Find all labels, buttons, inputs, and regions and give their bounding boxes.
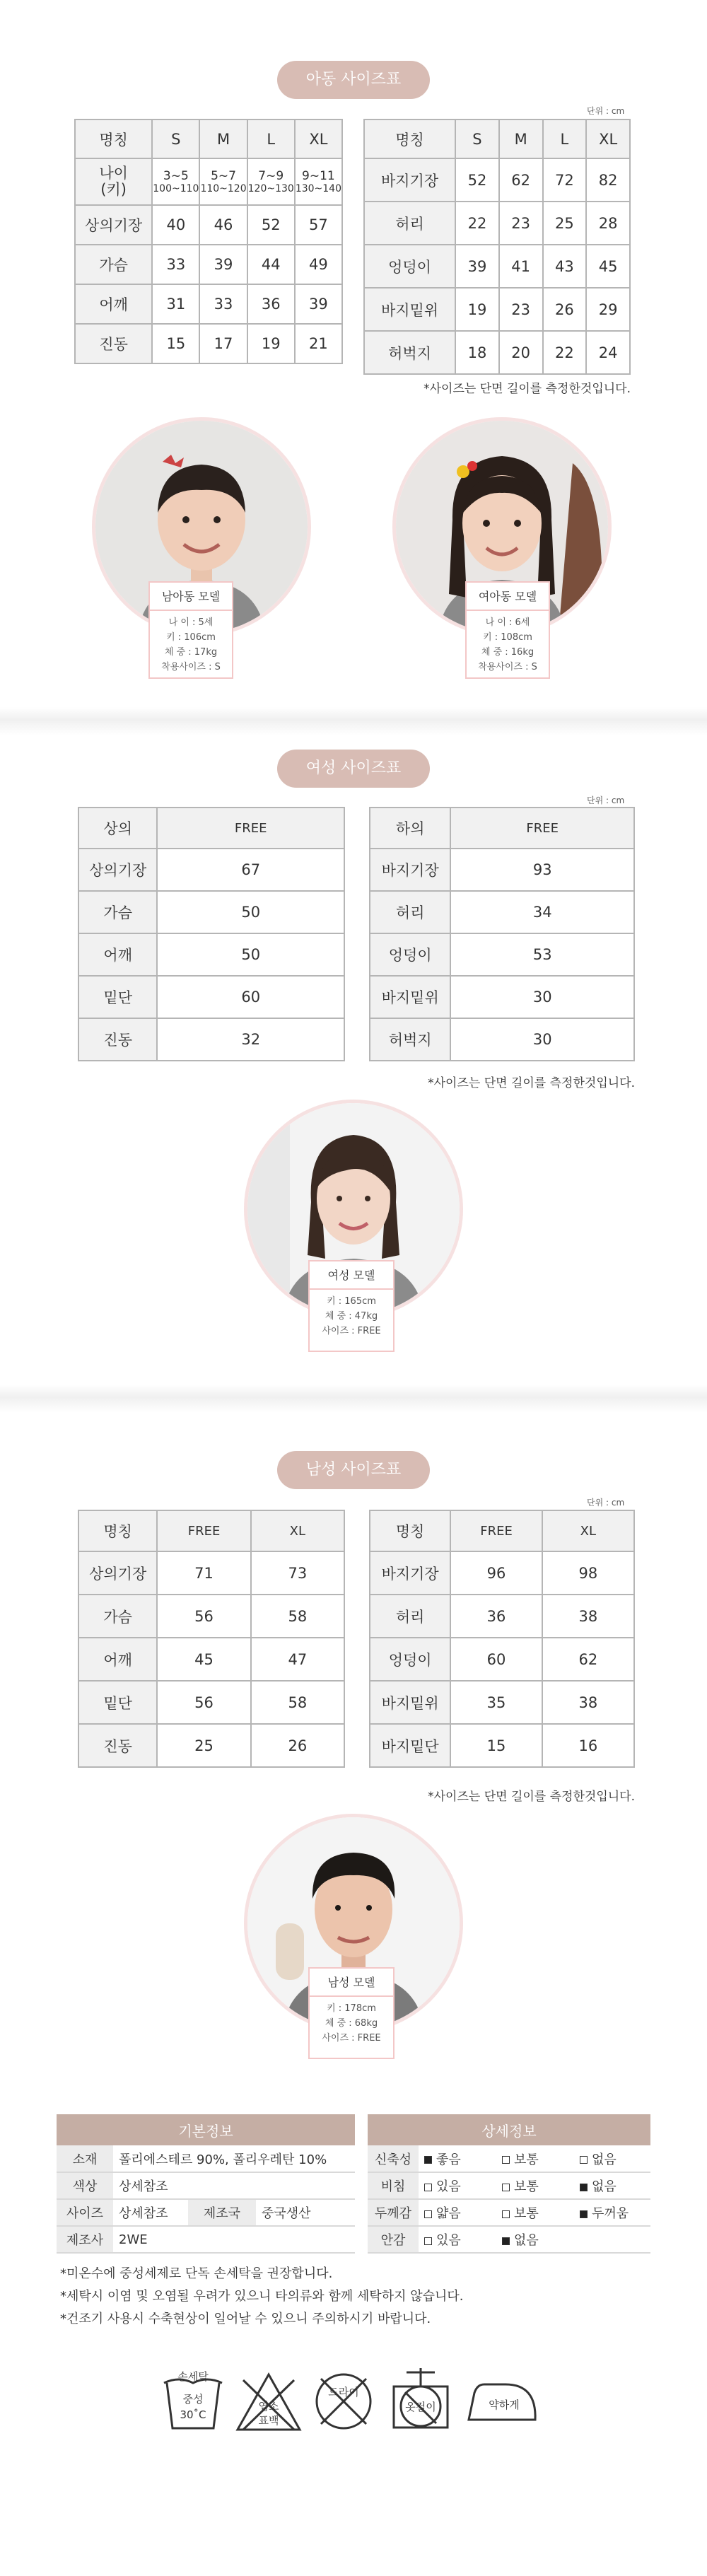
height-range: 130~140: [295, 183, 341, 194]
men-unit: 단위 : cm: [587, 1498, 625, 1508]
cell: 33: [152, 245, 199, 284]
cell: 50: [157, 933, 344, 976]
model-info-line: 체 중 : 16kg: [481, 647, 534, 658]
cell: 62: [499, 158, 543, 202]
hanger-dry-icon: [385, 2365, 456, 2436]
girl-model-info: [465, 581, 550, 679]
detail-row: [368, 2172, 650, 2199]
cell: 53: [450, 933, 634, 976]
age-cell: [247, 158, 295, 205]
age-row: [75, 158, 342, 205]
basic-info-title: 기본정보: [57, 2114, 355, 2145]
header-cell: M: [199, 120, 247, 158]
table-row: [75, 245, 342, 284]
cell: 49: [295, 245, 342, 284]
info-value: 상세참조: [113, 2199, 188, 2226]
model-info-line: 체 중 : 47kg: [325, 1311, 378, 1322]
detail-option-label: 두꺼움: [592, 2206, 629, 2221]
cell: 44: [247, 245, 295, 284]
row-label: 허리: [370, 1595, 450, 1638]
height-range: 120~130: [247, 183, 294, 194]
table-row: [75, 205, 342, 245]
cell: 29: [586, 288, 630, 331]
header-cell: XL: [542, 1510, 634, 1551]
iron-low-icon: [463, 2377, 541, 2427]
table-row: [364, 158, 630, 202]
checked-box-icon: [580, 2184, 588, 2191]
woman-model-info: [308, 1260, 395, 1352]
model-info-line: 키 : 106cm: [166, 632, 216, 643]
table-row: [370, 1595, 634, 1638]
row-label: 가슴: [75, 245, 152, 284]
table-row: [370, 1724, 634, 1767]
header-cell: M: [499, 120, 543, 158]
detail-info-table: [368, 2114, 650, 2254]
row-label: 어깨: [75, 284, 152, 324]
svg-text:드라이: 드라이: [328, 2386, 359, 2399]
men-top-table: [78, 1510, 345, 1768]
cell: 34: [450, 891, 634, 933]
row-label: 바지밑위: [364, 288, 455, 331]
cell: 22: [543, 331, 587, 374]
checked-box-icon: [580, 2210, 588, 2218]
age-range: 3~5: [163, 169, 189, 183]
women-unit: 단위 : cm: [587, 795, 625, 805]
header-cell: 명칭: [364, 120, 455, 158]
cell: 38: [542, 1595, 634, 1638]
model-info-line: 키 : 108cm: [483, 632, 532, 643]
row-label: 상의기장: [78, 1551, 157, 1595]
header-cell: 하의: [370, 808, 450, 849]
cell: 39: [295, 284, 342, 324]
info-value: 상세참조: [113, 2172, 355, 2199]
table-header-row: [370, 1510, 634, 1551]
cell: 62: [542, 1638, 634, 1681]
table-header-row: [364, 120, 630, 158]
cell: 30: [450, 1018, 634, 1061]
detail-option-label: 좋음: [436, 2152, 461, 2167]
cell: 67: [157, 849, 344, 891]
row-label: 바지밑위: [370, 1681, 450, 1724]
table-header-row: [78, 1510, 344, 1551]
detail-option: [574, 2172, 650, 2199]
checked-box-icon: [502, 2237, 510, 2245]
empty-box-icon: [502, 2184, 510, 2191]
header-cell: 명칭: [78, 1510, 157, 1551]
detail-option: [419, 2172, 496, 2199]
info-label: 사이즈: [57, 2199, 113, 2226]
row-label: 허리: [370, 891, 450, 933]
cell: 93: [450, 849, 634, 891]
table-row: [370, 1681, 634, 1724]
checked-box-icon: [424, 2156, 432, 2164]
model-title: 남성 모델: [310, 1969, 393, 1997]
cell: 32: [157, 1018, 344, 1061]
cell: 36: [450, 1595, 542, 1638]
header-cell: FREE: [450, 1510, 542, 1551]
row-label: 엉덩이: [370, 933, 450, 976]
women-bottom-table: [369, 807, 635, 1061]
detail-option-label: 있음: [436, 2179, 461, 2194]
model-info-line: 사이즈 : FREE: [322, 2033, 381, 2044]
cell: 72: [543, 158, 587, 202]
header-cell: 명칭: [370, 1510, 450, 1551]
svg-text:표백: 표백: [258, 2414, 279, 2427]
table-row: [370, 1551, 634, 1595]
cell: 58: [251, 1681, 344, 1724]
table-row: [370, 891, 634, 933]
cell: 16: [542, 1724, 634, 1767]
row-label: 상의기장: [78, 849, 157, 891]
cell: 45: [157, 1638, 250, 1681]
table-row: [75, 284, 342, 324]
table-row: [78, 1681, 344, 1724]
row-label: 허벅지: [364, 331, 455, 374]
height-range: 110~120: [200, 183, 247, 194]
header-cell: FREE: [450, 808, 634, 849]
detail-option-label: 보통: [514, 2206, 539, 2221]
cell: 73: [251, 1551, 344, 1595]
info-label: 제조사: [57, 2226, 113, 2253]
basic-info-table: [57, 2114, 355, 2254]
cell: 57: [295, 205, 342, 245]
row-label: 바지기장: [370, 849, 450, 891]
table-header-row: [370, 808, 634, 849]
cell: 39: [199, 245, 247, 284]
detail-option-label: 보통: [514, 2179, 539, 2194]
age-cell: [199, 158, 247, 205]
empty-box-icon: [502, 2210, 510, 2218]
info-row: [57, 2226, 355, 2253]
header-cell: XL: [586, 120, 630, 158]
cell: 43: [543, 245, 587, 288]
info-label: 소재: [57, 2145, 113, 2172]
model-info-line: 착용사이즈 : S: [478, 662, 537, 672]
header-cell: FREE: [157, 1510, 250, 1551]
detail-label: 두께감: [368, 2199, 419, 2226]
row-label: 엉덩이: [364, 245, 455, 288]
age-range: 5~7: [211, 169, 236, 183]
row-label: 어깨: [78, 933, 157, 976]
table-row: [78, 976, 344, 1018]
svg-text:옷걸이: 옷걸이: [405, 2401, 436, 2413]
cell: 28: [586, 202, 630, 245]
cell: 31: [152, 284, 199, 324]
detail-option: [419, 2145, 496, 2172]
cell: 15: [152, 324, 199, 363]
info-label: 색상: [57, 2172, 113, 2199]
row-label: 가슴: [78, 891, 157, 933]
empty-box-icon: [424, 2237, 432, 2245]
model-info-line: 키 : 178cm: [327, 2003, 376, 2014]
table-row: [78, 849, 344, 891]
svg-text:중성: 중성: [182, 2393, 204, 2406]
header-cell: L: [543, 120, 587, 158]
cell: 19: [247, 324, 295, 363]
table-row: [78, 1638, 344, 1681]
hand-wash-icon: [161, 2369, 225, 2434]
no-dry-clean-icon: [311, 2369, 376, 2434]
header-cell: FREE: [157, 808, 344, 849]
model-title: 여아동 모델: [467, 583, 549, 611]
cell: 25: [157, 1724, 250, 1767]
table-row: [364, 288, 630, 331]
cell: 20: [499, 331, 543, 374]
cell: 33: [199, 284, 247, 324]
detail-option-label: 없음: [592, 2152, 617, 2167]
detail-row: [368, 2199, 650, 2226]
men-size-note: *사이즈는 단면 길이를 측정한것입니다.: [428, 1790, 635, 1804]
section-divider: [0, 1385, 707, 1413]
model-info-line: 체 중 : 68kg: [325, 2018, 378, 2029]
no-bleach-icon: [233, 2370, 304, 2434]
table-row: [370, 1018, 634, 1061]
cell: 82: [586, 158, 630, 202]
cell: 96: [450, 1551, 542, 1595]
empty-cell: [574, 2226, 650, 2253]
detail-option-label: 없음: [592, 2179, 617, 2194]
detail-label: 비침: [368, 2172, 419, 2199]
cell: 56: [157, 1681, 250, 1724]
info-row: [57, 2199, 355, 2226]
table-row: [78, 933, 344, 976]
row-label: 엉덩이: [370, 1638, 450, 1681]
cell: 46: [199, 205, 247, 245]
cell: 47: [251, 1638, 344, 1681]
cell: 17: [199, 324, 247, 363]
svg-text:손세탁: 손세탁: [177, 2370, 209, 2383]
detail-row: [368, 2226, 650, 2253]
detail-label: 신축성: [368, 2145, 419, 2172]
detail-option: [574, 2199, 650, 2226]
table-row: [370, 849, 634, 891]
row-label: 바지기장: [364, 158, 455, 202]
table-header-row: [75, 120, 342, 158]
cell: 98: [542, 1551, 634, 1595]
age-cell: [295, 158, 342, 205]
age-range: 7~9: [258, 169, 284, 183]
table-row: [78, 891, 344, 933]
cell: 60: [157, 976, 344, 1018]
model-info-line: 나 이 : 5세: [168, 617, 214, 628]
care-note: *세탁시 이염 및 오염될 우려가 있으니 타의류와 함께 세탁하지 않습니다.: [60, 2289, 464, 2304]
svg-text:염소: 염소: [258, 2400, 279, 2413]
table-row: [78, 1551, 344, 1595]
cell: 23: [499, 202, 543, 245]
cell: 15: [450, 1724, 542, 1767]
detail-info-header: [368, 2114, 650, 2145]
cell: 21: [295, 324, 342, 363]
detail-info-title: 상세정보: [368, 2114, 650, 2145]
kids-top-table: [74, 119, 343, 364]
cell: 58: [251, 1595, 344, 1638]
detail-option: [496, 2172, 574, 2199]
age-range: 9~11: [302, 169, 335, 183]
table-row: [364, 202, 630, 245]
detail-label: 안감: [368, 2226, 419, 2253]
men-bottom-table: [369, 1510, 635, 1768]
svg-text:30˚C: 30˚C: [180, 2408, 206, 2421]
detail-option-label: 없음: [514, 2233, 539, 2248]
cell: 52: [247, 205, 295, 245]
header-cell: L: [247, 120, 295, 158]
row-label: 어깨: [78, 1638, 157, 1681]
table-row: [364, 331, 630, 374]
care-notes: [60, 2263, 463, 2331]
info-value: 폴리에스테르 90%, 폴리우레탄 10%: [113, 2145, 355, 2172]
row-label: 밑단: [78, 1681, 157, 1724]
info-label: 제조국: [188, 2199, 256, 2226]
kids-bottom-table: [363, 119, 631, 375]
cell: 19: [455, 288, 499, 331]
detail-option: [574, 2145, 650, 2172]
cell: 41: [499, 245, 543, 288]
row-label: 진동: [78, 1724, 157, 1767]
cell: 30: [450, 976, 634, 1018]
height-range: 100~110: [153, 183, 199, 194]
model-info-line: 나 이 : 6세: [485, 617, 530, 628]
detail-option: [419, 2199, 496, 2226]
care-note: *건조기 사용시 수축현상이 일어날 수 있으니 주의하시기 바랍니다.: [60, 2312, 431, 2326]
women-size-title: 여성 사이즈표: [277, 750, 430, 788]
info-row: [57, 2172, 355, 2199]
cell: 22: [455, 202, 499, 245]
table-row: [364, 245, 630, 288]
header-cell: XL: [295, 120, 342, 158]
table-row: [78, 1018, 344, 1061]
table-row: [370, 976, 634, 1018]
care-note: *미온수에 중성세제로 단독 손세탁을 권장합니다.: [60, 2266, 333, 2281]
cell: 26: [251, 1724, 344, 1767]
section-divider: [0, 707, 707, 735]
cell: 60: [450, 1638, 542, 1681]
row-label: 바지밑단: [370, 1724, 450, 1767]
detail-option: [496, 2145, 574, 2172]
info-value: 중국생산: [256, 2199, 355, 2226]
row-label: 진동: [78, 1018, 157, 1061]
row-label: 상의기장: [75, 205, 152, 245]
row-label: 진동: [75, 324, 152, 363]
model-info-line: 키 : 165cm: [327, 1296, 376, 1307]
kids-unit: 단위 : cm: [587, 106, 625, 116]
info-value: 2WE: [113, 2226, 355, 2253]
empty-box-icon: [502, 2156, 510, 2164]
age-cell: [152, 158, 199, 205]
women-size-note: *사이즈는 단면 길이를 측정한것입니다.: [428, 1076, 635, 1090]
cell: 25: [543, 202, 587, 245]
cell: 26: [543, 288, 587, 331]
table-row: [78, 1595, 344, 1638]
cell: 24: [586, 331, 630, 374]
row-label: 허벅지: [370, 1018, 450, 1061]
cell: 52: [455, 158, 499, 202]
svg-text:약하게: 약하게: [489, 2399, 520, 2411]
cell: 23: [499, 288, 543, 331]
detail-row: [368, 2145, 650, 2172]
cell: 40: [152, 205, 199, 245]
table-row: [370, 933, 634, 976]
header-cell: S: [455, 120, 499, 158]
basic-info-header: [57, 2114, 355, 2145]
cell: 45: [586, 245, 630, 288]
man-model-info: [308, 1967, 395, 2059]
table-row: [75, 324, 342, 363]
cell: 36: [247, 284, 295, 324]
model-title: 남아동 모델: [150, 583, 232, 611]
detail-option-label: 얇음: [436, 2206, 461, 2221]
kids-size-note: *사이즈는 단면 길이를 측정한것입니다.: [423, 382, 631, 396]
cell: 39: [455, 245, 499, 288]
empty-box-icon: [424, 2210, 432, 2218]
empty-box-icon: [424, 2184, 432, 2191]
table-row: [370, 1638, 634, 1681]
model-title: 여성 모델: [310, 1261, 393, 1290]
row-label: 밑단: [78, 976, 157, 1018]
kids-size-title: 아동 사이즈표: [277, 61, 430, 99]
info-row: [57, 2145, 355, 2172]
cell: 71: [157, 1551, 250, 1595]
model-info-line: 체 중 : 17kg: [164, 647, 218, 658]
header-cell: 상의: [78, 808, 157, 849]
age-label: 나이 (키): [75, 158, 152, 205]
men-size-title: 남성 사이즈표: [277, 1451, 430, 1489]
row-label: 가슴: [78, 1595, 157, 1638]
model-info-line: 착용사이즈 : S: [161, 662, 221, 672]
detail-option: [419, 2226, 496, 2253]
model-info-line: 사이즈 : FREE: [322, 1326, 381, 1336]
cell: 56: [157, 1595, 250, 1638]
detail-option-label: 있음: [436, 2233, 461, 2248]
header-cell: XL: [251, 1510, 344, 1551]
cell: 50: [157, 891, 344, 933]
cell: 38: [542, 1681, 634, 1724]
header-cell: 명칭: [75, 120, 152, 158]
detail-option: [496, 2199, 574, 2226]
table-header-row: [78, 808, 344, 849]
women-top-table: [78, 807, 345, 1061]
cell: 18: [455, 331, 499, 374]
row-label: 바지밑위: [370, 976, 450, 1018]
table-row: [78, 1724, 344, 1767]
detail-option: [496, 2226, 574, 2253]
row-label: 허리: [364, 202, 455, 245]
row-label: 바지기장: [370, 1551, 450, 1595]
detail-option-label: 보통: [514, 2152, 539, 2167]
empty-box-icon: [580, 2156, 588, 2164]
header-cell: S: [152, 120, 199, 158]
cell: 35: [450, 1681, 542, 1724]
boy-model-info: [148, 581, 233, 679]
